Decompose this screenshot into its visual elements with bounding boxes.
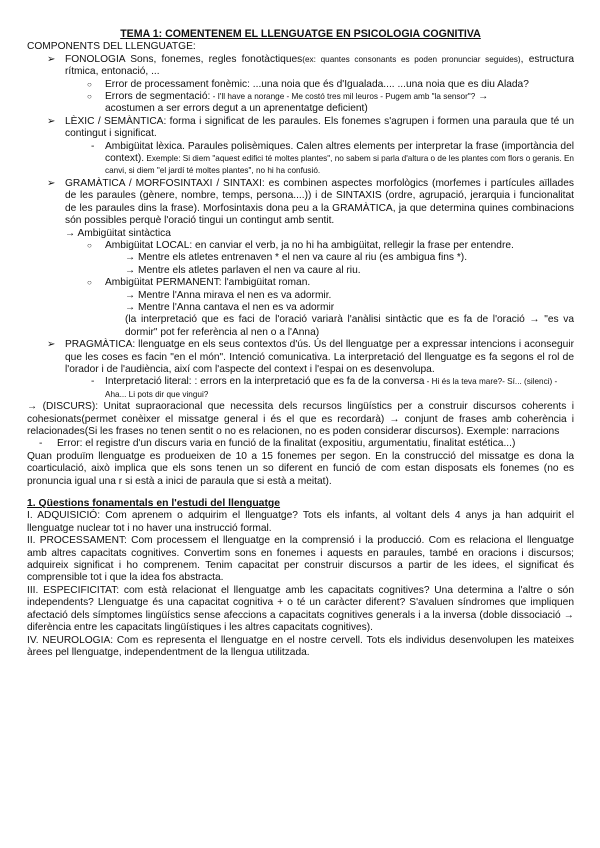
dash-bullet-icon: - — [39, 438, 43, 450]
gramatica-local-text: Ambigüitat LOCAL: en canviar el verb, ja no hi ha ambigüitat, rellegir la frase per entendre. — [105, 239, 514, 251]
lexic-sub1-example: Exemple: Si diem "aquest edifici té moltes plantes", no sabem si parla d'altura o de les plantes com flors o geranis. En canvi, si diem "el jardí té moltes plantes", no hi ha confusió. — [105, 154, 574, 176]
gramatica-permanent-example-b: → Mentre l'Anna cantava el nen es va adormir — [125, 301, 335, 313]
discurs-error-text: Error: el registre d'un discurs varia en funció de la finalitat (expositiu, argumentatiu, finalitat estética...) — [57, 438, 516, 450]
section-item-adquisicio: I. ADQUISICIÓ: Com aprenem o adquirim el llenguatge? Tots els infants, al voltant dels 4 anys ja han adquirit el llenguatge nuclear tot i no haver una instrucció formal. — [27, 510, 574, 534]
gramatica-permanent — [27, 277, 574, 289]
lexic-item — [27, 116, 574, 141]
pragmatica-sub1-text: Interpretació literal: : errors en la interpretació que es fa de la conversa — [105, 376, 425, 388]
fonologia-sub2-text: Errors de segmentació: — [105, 91, 211, 103]
circle-bullet-icon: ○ — [87, 240, 92, 250]
section-item-processament: II. PROCESSAMENT: Com processem el llenguatge en la comprensió i la producció. Com es relaciona el llenguatge amb altres capacitats cognitives. Convertim sons en fonemes i aquests en paraules, també en oracions i discursos; adquireix significat i ho comprenem. Tenim capacitat per construir discursos a partir de les idees, el significat és comprensible tot i que la idea fos abstracta. — [27, 535, 574, 584]
components-heading: COMPONENTS DEL LLENGUATGE: — [27, 41, 196, 53]
fonologia-example: (ex: quantes consonants es poden pronunciar seguides) — [302, 54, 521, 64]
arrowhead-bullet-icon: ➢ — [47, 339, 56, 351]
fonologia-sub2-cont: acostumen a ser errors degut a un aprenentatge deficient) — [105, 103, 368, 115]
pragmatica-sub1-example: - Hi és la teva mare?- Sí... (silenci) - Aha... Li pots dir que vingui? — [105, 377, 558, 399]
lexic-sub1-text: Ambigüitat lèxica. Paraules polisèmiques. Calen altres elements per interpretar la frase (importància del context). — [105, 140, 574, 165]
pragmatica-text: PRAGMÀTICA: llenguatge en els seus contextos d'ús. Ús del llenguatge per a expressar intencions i aconseguir que les coses es facin "en el món". Intenció comunicativa. La interpretació del llenguatge es fa segons el rol de l'orador i de l'audiència, així com l'aspecte del context i l'espai on es desenvolupa. — [65, 339, 574, 375]
fonologia-text-cont: estructura rítmica, entonació, ... — [65, 53, 574, 78]
fonologia-sub2-example: - I'll have a norange - Me costó tres mil leuros - Pugem amb "la sensor"? — [210, 92, 476, 102]
gramatica-arrow-line: → Ambigüitat sintàctica — [65, 227, 171, 239]
arrowhead-bullet-icon: ➢ — [47, 177, 56, 189]
fonologia-text: FONOLOGIA Sons, fonemes, regles fonotàctiques — [65, 53, 303, 65]
discurs-error — [27, 438, 574, 450]
arrowhead-bullet-icon: ➢ — [47, 53, 56, 65]
fonologia-sub1 — [27, 79, 574, 91]
circle-bullet-icon: ○ — [87, 79, 92, 89]
fonologia-sub1-text: Error de processament fonèmic: ...una noia que és d'Igualada.... ...una noia que es diu Alada? — [105, 78, 529, 90]
discurs-paragraph: → (DISCURS): Unitat supraoracional que necessita dels recursos lingüístics per a construir discursos coherents i cohesionats(permet conèixer el missatge general i és el que es recordarà) → conjunt de frases amb coherència i relacionades(Si les frases no tenen sentit o no es relacionen, no es poden considerar discursos). Exemple: narracions — [27, 401, 574, 437]
gramatica-permanent-text: Ambigüitat PERMANENT: l'ambigüitat roman. — [105, 277, 311, 289]
pragmatica-sub1 — [27, 376, 574, 401]
gramatica-permanent-note: (la interpretació que es faci de l'oració variarà l'anàlisi sintàctic que es fa de l'oració → "es va dormir" pot fer referència al nen o a l'Anna) — [125, 314, 574, 338]
lexic-sub1 — [27, 141, 574, 178]
lexic-text: LÈXIC / SEMÀNTICA: forma i significat de les paraules. Els fonemes s'agrupen i formen una paraula que té un contingut i significat. — [65, 115, 574, 140]
pragmatica-item — [27, 339, 574, 376]
section-item-especificitat: III. ESPECIFICITAT: com està relacionat el llenguatge amb les capacitats cognitives? Una determina a l'altre o són independents? Llenguatge és una capacitat cognitiva + o té un caràcter diferent? S'avaluen síndromes que impliquen afectació dels símptomes lingüístics sense afeccions a capacitats cognitives generals i a la inversa (doble dissociació → diferència entre les capacitats lingüístiques i les altres capacitats cognitives). — [27, 584, 574, 634]
dash-bullet-icon: - — [91, 376, 95, 388]
gramatica-item — [27, 178, 574, 228]
document-title: TEMA 1: COMENTENEM EL LLENGUATGE EN PSICOLOGIA COGNITIVA — [120, 28, 481, 40]
fonologia-item: ➢ FONOLOGIA Sons, fonemes, regles fonotàctiques(ex: quantes consonants es poden pronunciar seguides), estructura rítmica, entonació, ... — [47, 53, 574, 78]
section-heading: 1. Qüestions fonamentals en l'estudi del llenguatge — [27, 498, 281, 510]
section-item-neurologia: IV. NEUROLOGIA: Com es representa el llenguatge en el nostre cervell. Tots els individus desenvolupen les mateixes àrees pel llenguatge, independentment de la llengua utilitzada. — [27, 634, 574, 658]
circle-bullet-icon: ○ — [87, 278, 92, 288]
arrowhead-bullet-icon: ➢ — [47, 115, 56, 127]
gramatica-local-example-b: → Mentre els atletes parlaven el nen va caure al riu. — [125, 264, 361, 276]
dash-bullet-icon: - — [91, 140, 95, 152]
gramatica-permanent-example-a: → Mentre l'Anna mirava el nen es va adormir. — [125, 289, 332, 301]
circle-bullet-icon: ○ — [87, 92, 92, 102]
fonologia-sub2-arrow: → — [475, 91, 489, 103]
fonologia-sub2 — [27, 91, 574, 116]
gramatica-local — [27, 240, 574, 252]
gramatica-local-example-a: → Mentre els atletes entrenaven * el nen va caure al riu (es ambigua fins *). — [125, 252, 468, 264]
gramatica-text: GRAMÀTICA / MORFOSINTAXI / SINTAXI: es combinen aspectes morfològics (morfemes i partícules aïllades de les paraules (gènere, nombre, temps, persona....)) i de SINTAXIS (ordre, agrupació, jerarquia i funcionalitat de les paraules dins la frase). Morfosintaxis dona peu a la GRAMÀTICA, ja que determina quines combinacions són possibles perquè l'oració tingui un contingut amb sentit. — [65, 177, 574, 227]
coarticulacio-paragraph: Quan produïm llenguatge es produeixen de 10 a 15 fonemes per segon. En la construcció del missatge es dona la coarticulació, això implica que els sons tenen un so diferent en funció de com estan disposats els fonemes (no es pronuncia igual una r si està a inici de paraula que si està a meitat). — [27, 450, 574, 487]
